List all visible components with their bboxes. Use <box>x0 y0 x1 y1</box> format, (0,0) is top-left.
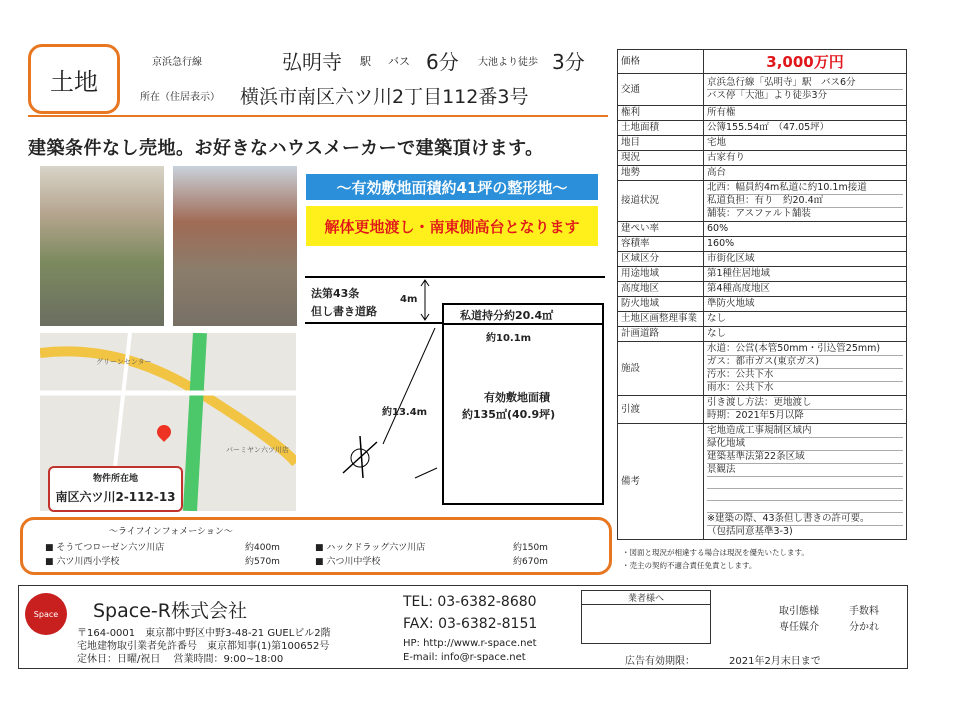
table-value-line: 京浜急行線「弘明寺」駅 バス6分 <box>707 77 856 88</box>
plot-area-value: 約135㎡(40.9坪) <box>462 408 556 421</box>
table-value-line: 宅地 <box>707 137 727 148</box>
lifeline-distance: 約150m <box>513 543 548 553</box>
table-key: 土地面積 <box>618 121 704 136</box>
website-link[interactable]: HP: http://www.r-space.net <box>403 638 537 649</box>
table-value-line: 私道負担：有り 約20.4㎡ <box>707 194 903 207</box>
table-value-line: 時期：2021年5月以降 <box>707 409 903 422</box>
table-key: 引渡 <box>618 396 704 424</box>
table-value-line: 高台 <box>707 167 727 178</box>
road-width: 4m <box>400 294 418 305</box>
table-key: 価格 <box>618 50 704 74</box>
walk-label: 大池より徒歩 <box>478 57 538 68</box>
plot-top-edge: 約10.1m <box>486 333 532 344</box>
table-value <box>704 342 907 396</box>
company-logo: Space <box>25 593 67 635</box>
lifeline-item: ■ 六つ川中学校 <box>315 557 381 567</box>
photo-house-side <box>173 166 297 326</box>
table-value-line: バス停「大池」より徒歩3分 <box>707 89 903 102</box>
table-row <box>618 50 907 74</box>
note-1: ・図面と現況が相違する場合は現況を優先いたします。 <box>622 548 809 557</box>
table-key: 現況 <box>618 151 704 166</box>
table-value-line: 雨水：公共下水 <box>707 381 903 394</box>
walk-time: 3分 <box>552 50 585 74</box>
table-key: 高度地区 <box>618 282 704 297</box>
table-value <box>704 267 907 282</box>
banner-area: ～有効敷地面積約41坪の整形地～ <box>306 174 598 200</box>
table-key: 防火地域 <box>618 297 704 312</box>
table-value: 3,000万円 <box>704 50 907 74</box>
table-value-line <box>707 488 903 500</box>
map-place-1: グリーンセンター <box>96 358 152 366</box>
table-key: 地勢 <box>618 166 704 181</box>
table-key: 用途地域 <box>618 267 704 282</box>
map-label-address: 南区六ツ川2-112-13 <box>55 490 176 504</box>
table-value-line: 60% <box>707 223 729 234</box>
table-value <box>704 237 907 252</box>
table-value-line: なし <box>707 328 727 339</box>
table-key: 地目 <box>618 136 704 151</box>
photo-house-front <box>40 166 164 326</box>
bus-time: 6分 <box>426 50 459 74</box>
dealer-box <box>581 590 711 644</box>
table-row <box>618 181 907 222</box>
ad-expiry-date: 2021年2月末日まで <box>729 656 821 667</box>
table-value <box>704 297 907 312</box>
category-badge: 土地 <box>28 44 120 114</box>
table-row <box>618 282 907 297</box>
table-row <box>618 106 907 121</box>
table-value <box>704 181 907 222</box>
table-key: 接道状況 <box>618 181 704 222</box>
deal-type-value: 専任媒介 <box>779 622 819 633</box>
table-key: 権利 <box>618 106 704 121</box>
station-suffix: 駅 <box>360 55 371 68</box>
map-label-box <box>48 466 183 512</box>
table-value-line: 汚水：公共下水 <box>707 368 903 381</box>
table-value-line: 水道：公営(本管50mm・引込管25mm) <box>707 343 881 354</box>
lifeline-distance: 約670m <box>513 557 548 567</box>
table-value <box>704 136 907 151</box>
lifeline-name: そうてつローゼン六ツ川店 <box>56 543 165 553</box>
table-value <box>704 74 907 106</box>
table-value-line: 準防火地域 <box>707 298 755 309</box>
table-value-line: ガス：都市ガス(東京ガス) <box>707 355 903 368</box>
lifeline-item: ■ そうてつローゼン六ツ川店 <box>45 543 165 553</box>
table-value <box>704 282 907 297</box>
headline: 建築条件なし売地。お好きなハウスメーカーで建築頂けます。 <box>28 138 544 159</box>
lifeline-distance: 約570m <box>245 557 280 567</box>
fee-value: 分かれ <box>849 622 879 633</box>
fax-number: FAX: 03-6382-8151 <box>403 616 538 632</box>
table-row <box>618 222 907 237</box>
lifeline-item: ■ ハックドラッグ六ツ川店 <box>315 543 426 553</box>
table-value <box>704 252 907 267</box>
table-row <box>618 327 907 342</box>
table-key: 容積率 <box>618 237 704 252</box>
lifeline-box <box>20 517 612 575</box>
table-key: 計画道路 <box>618 327 704 342</box>
road-label-1: 法第43条 <box>311 287 360 300</box>
license-number: 宅地建物取引業者免許番号 東京都知事(1)第100652号 <box>77 641 330 652</box>
table-key: 施設 <box>618 342 704 396</box>
table-value-line: 第4種高度地区 <box>707 283 771 294</box>
company-address: 〒164-0001 東京都中野区中野3-48-21 GUELビル2階 <box>77 628 331 639</box>
lifeline-name: 六つ川中学校 <box>326 557 381 567</box>
header-divider <box>28 115 608 117</box>
table-value-line: 第1種住居地域 <box>707 268 771 279</box>
table-value-line: 舗装：アスファルト舗装 <box>707 207 903 220</box>
table-value-line: 北西：幅員約4m私道に約10.1m接道 <box>707 182 867 193</box>
table-value-line: 市街化区域 <box>707 253 755 264</box>
table-value-line: 公簿155.54㎡ （47.05坪） <box>707 122 830 133</box>
plot-area-title: 有効敷地面積 <box>484 391 550 404</box>
table-row <box>618 237 907 252</box>
table-value <box>704 106 907 121</box>
banner-handover: 解体更地渡し・南東側高台となります <box>306 206 598 246</box>
table-value-line: 引き渡し方法：更地渡し <box>707 397 812 408</box>
table-row <box>618 312 907 327</box>
business-hours: 定休日：日曜/祝日 営業時間：9:00~18:00 <box>77 654 284 665</box>
table-value-line: （包括同意基準3-3) <box>707 525 903 538</box>
deal-type-label: 取引態様 <box>779 606 819 617</box>
address-label: 所在（住居表示） <box>140 92 220 103</box>
table-row <box>618 396 907 424</box>
table-value-line: 景観法 <box>707 463 903 476</box>
table-value-line: 緑化地域 <box>707 437 903 450</box>
table-value-line: 所有権 <box>707 107 736 118</box>
footer <box>18 585 908 669</box>
property-table <box>617 49 907 540</box>
plot-side-edge: 約13.4m <box>382 407 428 418</box>
table-value <box>704 121 907 136</box>
line-label: 京浜急行線 <box>152 57 202 68</box>
table-key: 備考 <box>618 424 704 540</box>
road-label-2: 但し書き道路 <box>311 305 377 318</box>
address: 横浜市南区六ツ川2丁目112番3号 <box>240 86 529 108</box>
private-road-share: 私道持分約20.4㎡ <box>460 309 554 322</box>
table-value <box>704 222 907 237</box>
table-value <box>704 424 907 540</box>
table-row <box>618 267 907 282</box>
lifeline-title: ～ライフインフォメーション～ <box>109 527 233 537</box>
ad-expiry-label: 広告有効期限： <box>625 656 695 667</box>
table-row <box>618 297 907 312</box>
table-row <box>618 342 907 396</box>
lifeline-item: ■ 六ツ川西小学校 <box>45 557 120 567</box>
table-value-line: 建築基準法第22条区域 <box>707 450 903 463</box>
table-key: 土地区画整理事業 <box>618 312 704 327</box>
table-key: 建ぺい率 <box>618 222 704 237</box>
table-row <box>618 74 907 106</box>
table-value-line: 古家有り <box>707 152 746 163</box>
lifeline-name: 六ツ川西小学校 <box>56 557 120 567</box>
table-value-line <box>707 500 903 512</box>
table-row <box>618 151 907 166</box>
table-value <box>704 166 907 181</box>
table-value <box>704 312 907 327</box>
lifeline-distance: 約400m <box>245 543 280 553</box>
bus-label: バス <box>388 55 410 68</box>
dealer-label: 業者様へ <box>582 591 710 605</box>
notes <box>622 546 809 572</box>
table-key: 区域区分 <box>618 252 704 267</box>
table-row <box>618 121 907 136</box>
table-row <box>618 136 907 151</box>
table-value-line <box>707 476 903 488</box>
station-name: 弘明寺 <box>282 50 342 74</box>
email-link[interactable]: E-mail: info@r-space.net <box>403 652 526 663</box>
company-name: Space-R株式会社 <box>93 600 247 622</box>
table-value <box>704 327 907 342</box>
table-key: 交通 <box>618 74 704 106</box>
table-row <box>618 166 907 181</box>
table-value-line: なし <box>707 313 727 324</box>
fee-label: 手数料 <box>849 606 879 617</box>
table-value-line: ※建築の際、43条但し書きの許可要。 <box>707 512 903 525</box>
table-row <box>618 424 907 540</box>
table-value-line: 160% <box>707 238 735 249</box>
table-value-line: 宅地造成工事規制区域内 <box>707 425 812 436</box>
map-label-title: 物件所在地 <box>92 474 138 484</box>
table-value <box>704 396 907 424</box>
table-row <box>618 252 907 267</box>
phone-number[interactable]: TEL: 03-6382-8680 <box>403 594 537 610</box>
table-value <box>704 151 907 166</box>
map-place-2: バーミヤン六ツ川店 <box>226 446 289 454</box>
note-2: ・売主の契約不適合責任免責とします。 <box>622 561 757 570</box>
lifeline-name: ハックドラッグ六ツ川店 <box>326 543 426 553</box>
